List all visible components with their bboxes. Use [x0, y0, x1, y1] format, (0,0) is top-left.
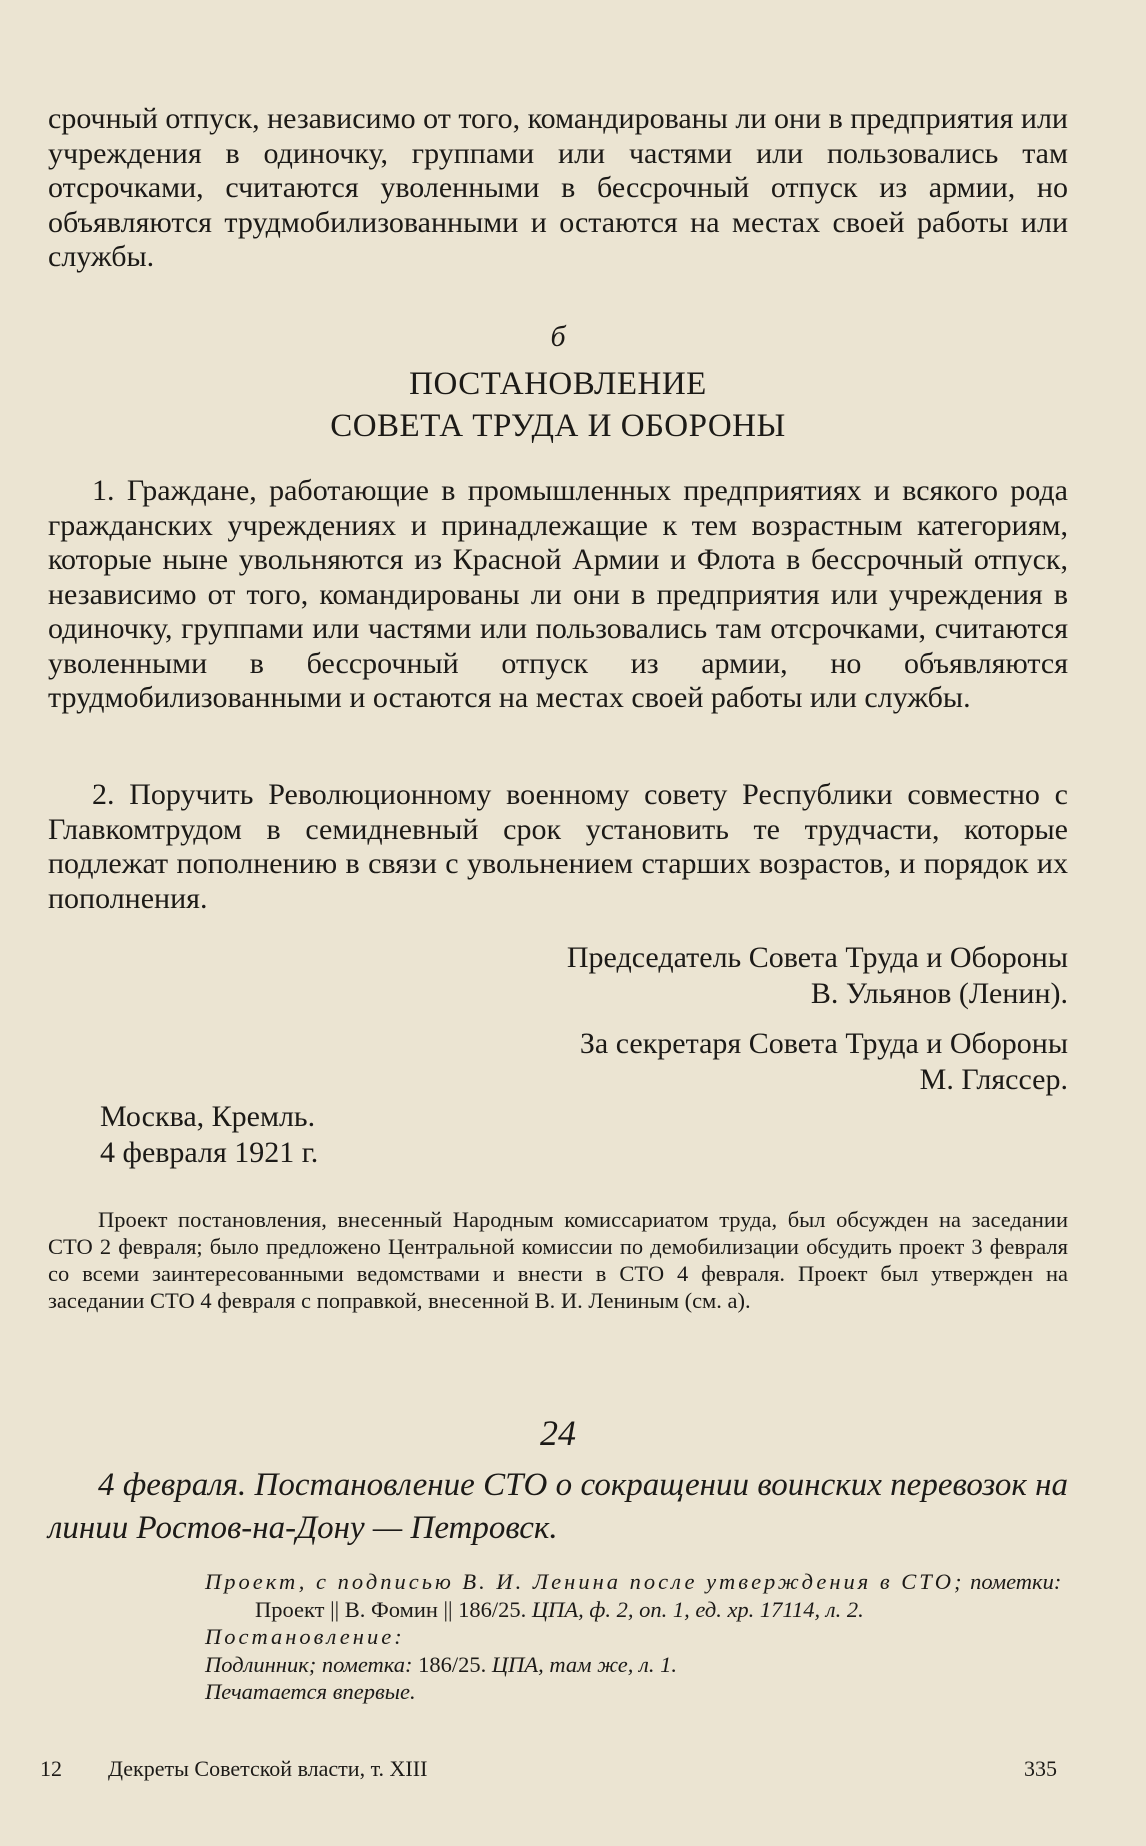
source-archive-1: ЦПА, ф. 2, оп. 1, ед. хр. 17114, л. 2. — [531, 1596, 864, 1622]
signature-mark: 12 — [40, 1756, 62, 1781]
continuation-text: срочный отпуск, независимо от того, командированы ли они в предприятия или учреждения в одиночку, группами или частями или пользовались там отсрочками, считаются уволенными в бессрочный отпуск из армии, но объявляются трудмобилизованными и остаются на местах своей работы или службы. — [48, 102, 1068, 273]
page-number: 335 — [1024, 1756, 1057, 1781]
source-resolution-label: Постановление: — [205, 1624, 405, 1649]
source-marks-value: Проект || В. Фомин || 186/25. — [255, 1596, 527, 1622]
section-letter: б — [550, 320, 566, 353]
heading-line2: СОВЕТА ТРУДА И ОБОРОНЫ — [330, 408, 786, 444]
secretary-title: За секретаря Совета Труда и Обороны — [579, 1027, 1068, 1060]
secretary-name: М. Гляссер. — [919, 1063, 1068, 1096]
source-notes — [205, 1568, 1068, 1706]
document-title: 4 февраля. Постановление СТО о сокращении воинских перевозок на линии Ростов-на-Дону — Петровск. — [48, 1467, 1068, 1546]
document-number: 24 — [540, 1413, 576, 1453]
paragraph-2: 2. Поручить Революционному военному совету Республики совместно с Главкомтрудом в семидневный срок установить те трудчасти, которые подлежат пополнению в связи с увольнением старших возрастов, и порядок их пополнения. — [48, 778, 1068, 915]
editorial-note: Проект постановления, внесенный Народным комиссариатом труда, был обсужден на заседании СТО 2 февраля; было предложено Центральной комиссии по демобилизации обсудить проект 3 февраля со всеми заинтересованными ведомствами и внести в СТО 4 февраля. Проект был утвержден на заседании СТО 4 февраля с поправкой, внесенной В. И. Лениным (см. а). — [48, 1207, 1068, 1313]
book-title-footer: Декреты Советской власти, т. XIII — [108, 1756, 428, 1781]
source-archive-2: ЦПА, там же, л. 1. — [491, 1651, 677, 1677]
source-original-value: 186/25. — [418, 1651, 487, 1677]
date: 4 февраля 1921 г. — [100, 1136, 319, 1169]
paragraph-1: 1. Граждане, работающие в промышленных предприятиях и всякого рода гражданских учреждениях и принадлежащие к тем возрастным категориям, которые ныне увольняются из Красной Армии и Флота в бессрочный отпуск, независимо от того, командированы ли они в предприятия или учреждения в одиночку, группами или частями или пользовались там отсрочками, считаются уволенными в бессрочный отпуск из армии, но объявляются трудмобилизованными и остаются на местах своей работы или службы. — [48, 474, 1068, 714]
place: Москва, Кремль. — [100, 1100, 316, 1133]
source-first-print: Печатается впервые. — [205, 1679, 416, 1704]
source-original-label: Подлинник; пометка: — [205, 1651, 413, 1677]
chair-title: Председатель Совета Труда и Обороны — [566, 941, 1068, 974]
heading-line1: ПОСТАНОВЛЕНИЕ — [409, 366, 707, 402]
chair-name: В. Ульянов (Ленин). — [810, 977, 1068, 1010]
source-draft-label: Проект, с подписью В. И. Ленина после утверждения в СТО; — [205, 1569, 965, 1594]
source-marks-label: пометки: — [970, 1569, 1062, 1594]
